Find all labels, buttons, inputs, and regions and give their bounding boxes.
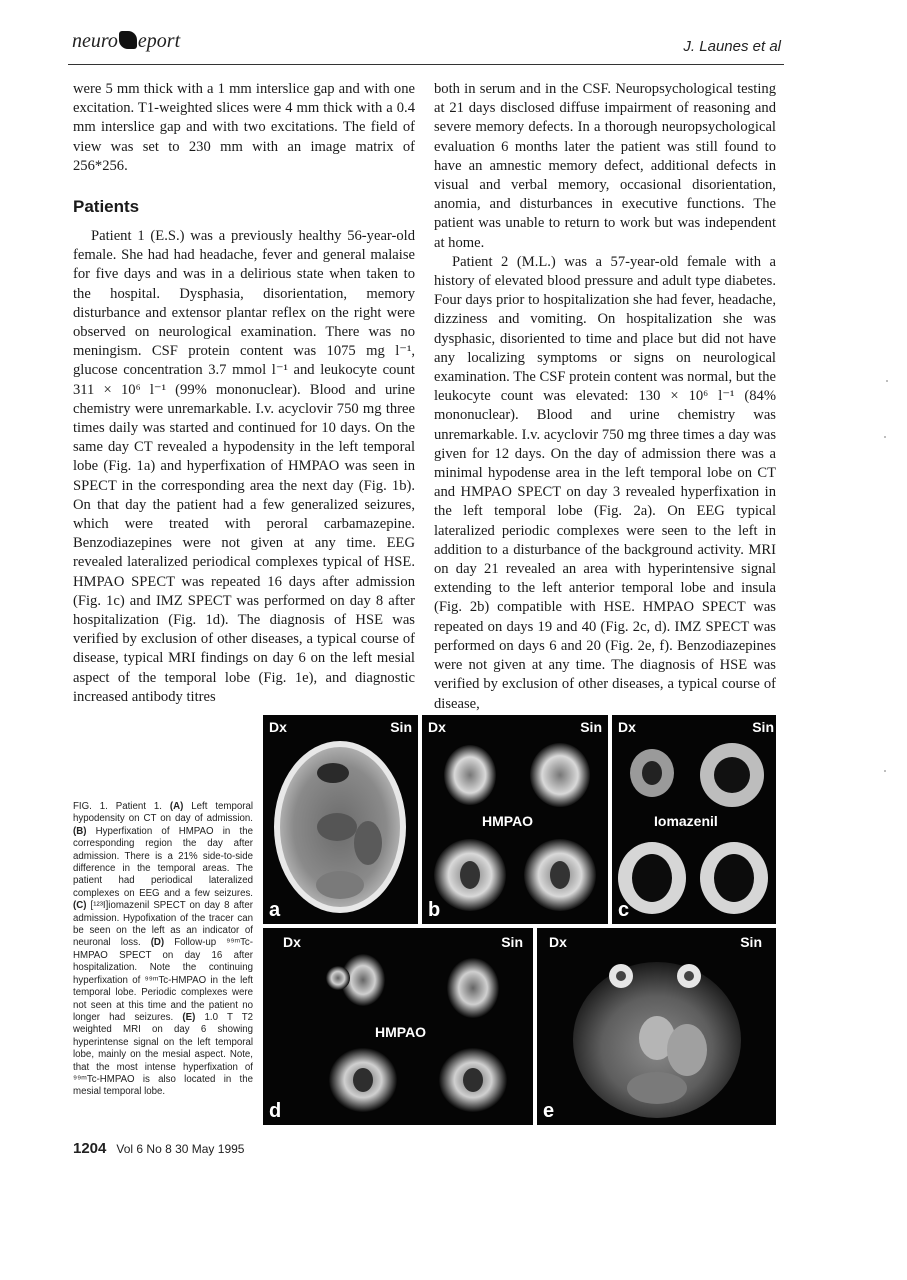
journal-logo <box>72 30 180 53</box>
label-sin: Sin <box>752 719 774 735</box>
paragraph: both in serum and in the CSF. Neuropsychological testing at 21 days disclosed diffuse impairment of reasoning and severe memory defects. In a thorough neuropsychological evaluation 6 months later the patient was still found to have an amnestic memory defect, additional defects in visual and verbal memory, occasional disorientation, anomia, and disturbances in executive functions. The patient was unable to return to work but was independent at home. <box>434 81 776 251</box>
tracer-label: HMPAO <box>482 813 534 829</box>
panel-letter: c <box>618 899 630 921</box>
paragraph: Patient 1 (E.S.) was a previously healthy 56-year-old female. She had had headache, fever and general malaise for five days and was in a delirious state when taken to the hospital. Dysphasia, disorientation, memory disturbance and extensor plantar reflex on the right were observed on neurological examination. There was no meningism. CSF protein content was 1075 mg l⁻¹, glucose concentration 3.7 mmol l⁻¹ and leukocyte count 311 × 10⁶ l⁻¹ (99% mononuclear). Blood and urine chemistry were unremarkable. I.v. acyclovir 750 mg three times daily was started and continued for 10 days. On the same day CT revealed a hypodensity in the left temporal lobe (Fig. 1a) and hyperfixation of HMPAO was seen in SPECT in the corresponding area the next day (Fig. 1b). On that day the patient had a few generalized seizures, which were treated with peroral carbamazepine. Benzodiazepines were not given at any time. EEG revealed lateralized periodical complexes typical of HSE. HMPAO SPECT was repeated 16 days after admission (Fig. 1c) and IMZ SPECT was performed on day 8 after hospitalization (Fig. 1d). The diagnosis of HSE was verified by exclusion of other diseases, a typical course of disease, typical MRI findings on day 6 on the left mesial aspect of the temporal lobe (Fig. 1e), and diagnostic increased antibody titres <box>73 228 415 705</box>
caption-text: Follow-up ⁹⁹ᵐTc-HMPAO SPECT on day 16 after hospitalization. Note the continuing hyperfixation of ⁹⁹ᵐTc-HMPAO in the left temporal lobe. Periodic complexes were not seen at this time and the patient no longer had seizures. <box>73 937 253 1023</box>
mri-t2-image <box>537 928 776 1125</box>
scan-speck <box>884 770 886 772</box>
label-dx: Dx <box>269 719 287 735</box>
label-sin: Sin <box>390 719 412 735</box>
figure-panel-a-ct <box>263 715 418 924</box>
caption-tag: (E) <box>182 1011 196 1023</box>
journal-name-part: neuro <box>72 30 118 52</box>
label-sin: Sin <box>501 934 523 950</box>
page-footer <box>73 1140 244 1157</box>
scan-speck <box>886 380 888 382</box>
label-sin: Sin <box>740 934 762 950</box>
running-head-authors: J. Launes et al <box>683 38 781 55</box>
tracer-label: Iomazenil <box>654 813 718 829</box>
caption-text: Hyperfixation of HMPAO in the corresponding region the day after admission. There is a 21% side-to-side difference in the temporal areas. The patient had periodical lateralized complexes on EEG and a few seizures. <box>73 825 253 899</box>
label-dx: Dx <box>283 934 301 950</box>
panel-letter: d <box>269 1100 282 1122</box>
figure-panel-b-hmpao <box>422 715 608 924</box>
page-number: 1204 <box>73 1140 107 1157</box>
journal-r-logo-icon <box>119 31 137 49</box>
caption-tag: (C) <box>73 900 87 912</box>
label-sin: Sin <box>580 719 602 735</box>
panel-letter: b <box>428 899 441 921</box>
caption-tag: (D) <box>150 937 165 949</box>
caption-text: Left temporal hypodensity on CT on day of admission. <box>73 801 254 825</box>
panel-letter: a <box>269 899 281 921</box>
figure-panel-d-hmpao <box>263 928 533 1125</box>
figure-panel-e-mri <box>537 928 776 1125</box>
right-text-column <box>434 80 776 714</box>
figure-panel-c-iomazenil <box>612 715 776 924</box>
scan-speck <box>884 436 886 438</box>
tracer-label: HMPAO <box>375 1024 427 1040</box>
section-heading: Patients <box>73 197 140 217</box>
panel-letter: e <box>543 1100 555 1122</box>
left-text-column <box>73 80 415 707</box>
caption-text: 1.0 T T2 weighted MRI on day 6 showing hyperintense signal on the left temporal lobe, mainly on the mesial aspect. Note, that the most intense hyperfixation of ⁹⁹ᵐTc-HMPAO is also located in the mesial temporal lobe. <box>73 1011 253 1098</box>
journal-name-part: eport <box>137 30 181 52</box>
ct-brain-image <box>263 715 418 924</box>
label-dx: Dx <box>428 719 446 735</box>
label-dx: Dx <box>549 934 567 950</box>
issue-info: Vol 6 No 8 30 May 1995 <box>116 1142 245 1156</box>
paragraph: Patient 2 (M.L.) was a 57-year-old female with a history of elevated blood pressure and adult type diabetes. Four days prior to hospitalization she had fever, headache, dizziness and vomiting. On hospitalization she was dysphasic, disoriented to time and place but did not have any localizing symptoms or signs on neurological examination. The CSF protein content was normal, but the leukocyte count was elevated: 130 × 10⁶ l⁻¹ (84% mononuclear). Blood and urine chemistry was unremarkable. I.v. acyclovir 750 mg three times a day was given for 12 days. On the day of admission there was a minimal hypodense area in the left temporal lobe on CT and HMPAO SPECT on day 3 revealed hyperfixation in the left temporal lobe (Fig. 2a). On EEG typical lateralized periodic complexes were seen to the left in addition to a disturbance of the background activity. MRI on day 21 revealed an area with hyperintensive signal extending to the left anterior temporal lobe and insula (Fig. 2b) compatible with HSE. HMPAO SPECT was repeated on days 19 and 40 (Fig. 2c, d). IMZ SPECT was performed on days 6 and 20 (Fig. 2e, f). Benzodiazepines were not given at any time. The diagnosis of HSE was verified by exclusion of other diseases, a typical course of disease, <box>434 253 776 712</box>
header-rule <box>68 64 784 65</box>
caption-tag: (B) <box>73 825 87 837</box>
paragraph: were 5 mm thick with a 1 mm interslice gap and with one excitation. T1-weighted slices were 4 mm thick with a 0.4 mm interslice gap and with two excitations. The field of view was set to 230 mm with an image matrix of 256*256. <box>73 81 415 174</box>
figure-caption <box>73 801 253 1099</box>
caption-text: FIG. 1. Patient 1. <box>73 801 170 812</box>
label-dx: Dx <box>618 719 636 735</box>
caption-tag: (A) <box>169 801 184 812</box>
caption-text: [¹²³I]iomazenil SPECT on day 8 after admission. Hypofixation of the tracer can be seen on the left as an indicator of neuronal loss. <box>73 900 253 949</box>
